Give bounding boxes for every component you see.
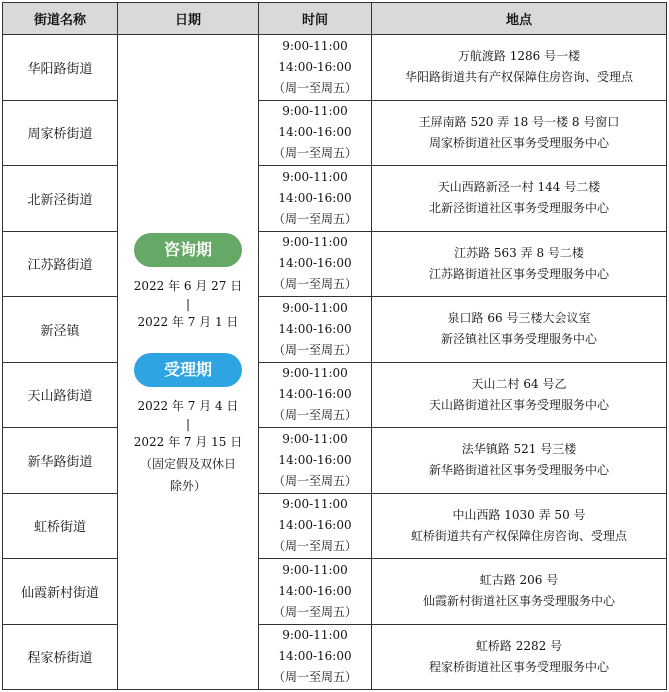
weekday-note: （周一至周五）	[272, 277, 357, 292]
location-address: 天山二村 64 号乙	[471, 376, 567, 391]
location-address: 王屏南路 520 弄 18 号一楼 8 号窗口	[418, 114, 620, 129]
street-name: 天山路街道	[3, 362, 118, 428]
accept-start-date: 2022 年 7 月 4 日	[137, 399, 239, 413]
consult-date-separator: |	[185, 297, 191, 311]
time-cell	[259, 624, 372, 690]
accept-date-separator: |	[185, 417, 191, 431]
morning-hours: 9:00-11:00	[282, 497, 348, 512]
morning-hours: 9:00-11:00	[282, 628, 348, 643]
table-row	[3, 493, 667, 559]
location-address: 泉口路 66 号三楼大会议室	[447, 311, 591, 326]
header-street: 街道名称	[3, 3, 118, 35]
location-office: 周家桥街道社区事务受理服务中心	[428, 135, 609, 150]
afternoon-hours: 14:00-16:00	[278, 256, 352, 271]
location-office: 江苏路街道社区事务受理服务中心	[428, 266, 609, 281]
time-cell	[259, 559, 372, 625]
table-row	[3, 362, 667, 428]
location-address: 江苏路 563 弄 8 号二楼	[454, 245, 584, 260]
accept-period-badge: 受理期	[134, 353, 242, 387]
street-name: 虹桥街道	[3, 493, 118, 559]
location-cell	[372, 231, 667, 297]
consult-start-date: 2022 年 6 月 27 日	[133, 279, 243, 293]
location-cell	[372, 100, 667, 166]
morning-hours: 9:00-11:00	[282, 431, 348, 446]
street-name: 仙霞新村街道	[3, 559, 118, 625]
consult-end-date: 2022 年 7 月 1 日	[137, 315, 239, 329]
location-cell	[372, 166, 667, 232]
table-row	[3, 428, 667, 494]
afternoon-hours: 14:00-16:00	[278, 125, 352, 140]
afternoon-hours: 14:00-16:00	[278, 387, 352, 402]
location-office: 程家桥街道社区事务受理服务中心	[428, 659, 609, 674]
street-name: 江苏路街道	[3, 231, 118, 297]
weekday-note: （周一至周五）	[272, 342, 357, 357]
header-row	[3, 3, 667, 35]
accept-end-date: 2022 年 7 月 15 日	[133, 435, 243, 449]
street-name: 新泾镇	[3, 297, 118, 363]
time-cell	[259, 297, 372, 363]
morning-hours: 9:00-11:00	[282, 235, 348, 250]
location-address: 法华镇路 521 号三楼	[461, 442, 577, 457]
morning-hours: 9:00-11:00	[282, 104, 348, 119]
time-cell	[259, 166, 372, 232]
header-time: 时间	[259, 3, 372, 35]
afternoon-hours: 14:00-16:00	[278, 452, 352, 467]
location-cell	[372, 624, 667, 690]
header-location: 地点	[372, 3, 667, 35]
weekday-note: （周一至周五）	[272, 80, 357, 95]
location-cell	[372, 559, 667, 625]
location-address: 天山西路新泾一村 144 号二楼	[437, 180, 601, 195]
location-cell	[372, 35, 667, 101]
time-cell	[259, 100, 372, 166]
weekday-note: （周一至周五）	[272, 670, 357, 685]
afternoon-hours: 14:00-16:00	[278, 321, 352, 336]
table-row	[3, 100, 667, 166]
consult-period-badge: 咨询期	[134, 233, 242, 267]
location-address: 万航渡路 1286 号一楼	[457, 49, 581, 64]
morning-hours: 9:00-11:00	[282, 38, 348, 53]
street-name: 北新泾街道	[3, 166, 118, 232]
header-date: 日期	[118, 3, 259, 35]
weekday-note: （周一至周五）	[272, 539, 357, 554]
location-office: 新泾镇社区事务受理服务中心	[440, 332, 597, 347]
location-cell	[372, 362, 667, 428]
afternoon-hours: 14:00-16:00	[278, 59, 352, 74]
morning-hours: 9:00-11:00	[282, 562, 348, 577]
afternoon-hours: 14:00-16:00	[278, 583, 352, 598]
holiday-note-line2: 除外）	[169, 479, 206, 493]
table-row	[3, 231, 667, 297]
holiday-note-line1: （固定假及双休日	[139, 457, 236, 471]
time-cell	[259, 35, 372, 101]
morning-hours: 9:00-11:00	[282, 300, 348, 315]
location-office: 天山路街道社区事务受理服务中心	[428, 397, 609, 412]
location-office: 虹桥街道共有产权保障住房咨询、受理点	[410, 528, 627, 543]
location-cell	[372, 493, 667, 559]
time-cell	[259, 493, 372, 559]
location-address: 虹桥路 2282 号	[475, 638, 563, 653]
location-cell	[372, 297, 667, 363]
morning-hours: 9:00-11:00	[282, 366, 348, 381]
date-cell	[118, 35, 259, 690]
time-cell	[259, 428, 372, 494]
table-row	[3, 166, 667, 232]
weekday-note: （周一至周五）	[272, 408, 357, 423]
morning-hours: 9:00-11:00	[282, 169, 348, 184]
afternoon-hours: 14:00-16:00	[278, 190, 352, 205]
location-office: 仙霞新村街道社区事务受理服务中心	[422, 594, 615, 609]
street-name: 华阳路街道	[3, 35, 118, 101]
weekday-note: （周一至周五）	[272, 473, 357, 488]
weekday-note: （周一至周五）	[272, 146, 357, 161]
location-cell	[372, 428, 667, 494]
street-name: 程家桥街道	[3, 624, 118, 690]
time-cell	[259, 362, 372, 428]
afternoon-hours: 14:00-16:00	[278, 518, 352, 533]
time-cell	[259, 231, 372, 297]
table-row	[3, 297, 667, 363]
table-row	[3, 624, 667, 690]
schedule-table	[2, 2, 667, 690]
table-row	[3, 559, 667, 625]
table-row	[3, 35, 667, 101]
location-office: 新华路街道社区事务受理服务中心	[428, 463, 609, 478]
weekday-note: （周一至周五）	[272, 604, 357, 619]
afternoon-hours: 14:00-16:00	[278, 649, 352, 664]
location-office: 华阳路街道共有产权保障住房咨询、受理点	[404, 70, 633, 85]
location-office: 北新泾街道社区事务受理服务中心	[428, 201, 609, 216]
street-name: 新华路街道	[3, 428, 118, 494]
street-name: 周家桥街道	[3, 100, 118, 166]
table-body	[3, 35, 667, 690]
location-address: 中山西路 1030 弄 50 号	[452, 507, 586, 522]
location-address: 虹古路 206 号	[479, 573, 559, 588]
weekday-note: （周一至周五）	[272, 211, 357, 226]
